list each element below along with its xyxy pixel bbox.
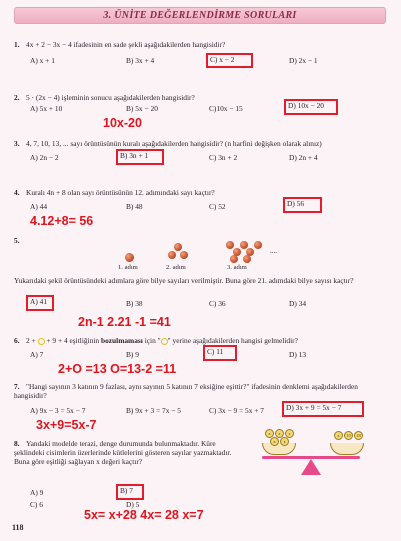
left-pan xyxy=(262,443,296,455)
question-5 xyxy=(14,276,384,285)
question-text-part: " yerine aşağıdakilerden hangisi gelmelidir? xyxy=(167,336,298,345)
weight-ball: 18 xyxy=(354,431,363,440)
option-a[interactable]: A) 2n − 2 xyxy=(30,153,59,162)
question-5-number xyxy=(14,236,26,245)
question-number: 1. xyxy=(14,40,20,49)
option-a[interactable]: A) 5x + 10 xyxy=(30,104,63,113)
option-b[interactable]: B) 48 xyxy=(126,202,143,211)
weight-ball: 10 xyxy=(344,431,353,440)
option-b[interactable]: B) 9 xyxy=(126,350,139,359)
scale-base xyxy=(301,459,321,475)
marble xyxy=(125,253,134,262)
circle-symbol-icon xyxy=(161,338,168,345)
weight-ball: x xyxy=(270,437,279,446)
marble xyxy=(254,241,262,249)
question-number: 8. xyxy=(14,439,20,448)
step-label: 3. adım xyxy=(227,264,247,271)
marble xyxy=(226,241,234,249)
circle-symbol-icon xyxy=(38,338,45,345)
option-a[interactable]: A) 9 xyxy=(30,488,44,497)
right-pan xyxy=(330,443,364,455)
option-b-marked[interactable]: B) 7 xyxy=(118,486,142,498)
option-c[interactable]: C) 52 xyxy=(209,202,226,211)
option-b[interactable]: B) 38 xyxy=(126,299,143,308)
option-c[interactable]: C) 36 xyxy=(209,299,226,308)
question-number: 2. xyxy=(14,93,20,102)
question-text-part: + 9 + 4 eşitliğinin xyxy=(44,336,101,345)
option-a[interactable]: A) 9x − 3 = 5x − 7 xyxy=(30,406,86,415)
question-text: Kuralı 4n + 8 olan sayı örüntüsünün 12. adımındaki sayı kaçtır? xyxy=(26,188,215,197)
page-title: 3. ÜNİTE DEĞERLENDİRME SORULARI xyxy=(103,10,297,21)
question-2 xyxy=(14,93,195,102)
option-b[interactable]: B) 9x + 3 = 7x − 5 xyxy=(126,406,182,415)
option-a[interactable]: A) 44 xyxy=(30,202,48,211)
question-1 xyxy=(14,40,225,49)
marble xyxy=(174,243,182,251)
option-d[interactable]: D) 2x − 1 xyxy=(289,56,318,65)
question-text: 4x + 2 − 3x − 4 ifadesinin en sade şekli aşağıdakilerden hangisidir? xyxy=(26,40,226,49)
question-3 xyxy=(14,139,322,148)
option-c[interactable]: C)10x − 15 xyxy=(209,104,243,113)
option-d[interactable]: D) 2n + 4 xyxy=(289,153,318,162)
option-b[interactable]: B) 3x + 4 xyxy=(126,56,155,65)
weight-ball: x xyxy=(275,429,284,438)
page-number: 118 xyxy=(12,523,24,532)
marble xyxy=(240,241,248,249)
question-text-part: 2 + xyxy=(26,336,38,345)
question-text-bold: bozulmaması xyxy=(100,336,143,345)
option-c-marked[interactable]: C) 11 xyxy=(205,347,235,359)
marble xyxy=(168,251,176,259)
option-b-marked[interactable]: B) 3n + 1 xyxy=(118,151,162,163)
question-number: 5. xyxy=(14,236,20,245)
option-c[interactable]: C) 6 xyxy=(30,500,43,509)
question-number: 3. xyxy=(14,139,20,148)
step-label: 1. adım xyxy=(118,264,138,271)
option-a-marked[interactable]: A) 41 xyxy=(28,297,52,309)
handwritten-note-6: 2+O =13 O=13-2 =11 xyxy=(58,362,177,376)
question-number: 7. xyxy=(14,382,20,391)
question-7 xyxy=(14,382,386,400)
question-8 xyxy=(14,439,234,466)
handwritten-note-8: 5x= x+28 4x= 28 x=7 xyxy=(84,508,204,522)
weight-ball: x xyxy=(334,431,343,440)
question-text: 5 · (2x − 4) işleminin sonucu aşağıdakilerden hangisidir? xyxy=(26,93,195,102)
question-number: 6. xyxy=(14,336,20,345)
ellipsis: .... xyxy=(270,247,277,255)
weight-ball: x xyxy=(280,437,289,446)
option-d[interactable]: D) 13 xyxy=(289,350,307,359)
option-a[interactable]: A) x + 1 xyxy=(30,56,55,65)
option-d-marked[interactable]: D) 56 xyxy=(285,199,320,211)
step-label: 2. adım xyxy=(166,264,186,271)
option-d-marked[interactable]: D) 10x − 20 xyxy=(286,101,336,113)
option-b[interactable]: B) 5x − 20 xyxy=(126,104,158,113)
unit-banner xyxy=(14,7,386,24)
weight-ball: x xyxy=(265,429,274,438)
option-c[interactable]: C) 3n + 2 xyxy=(209,153,238,162)
handwritten-note-4: 4.12+8= 56 xyxy=(30,214,94,228)
question-text: 4, 7, 10, 13, ... sayı örüntüsünün kuralı aşağıdakilerden hangisidir? (n harfini değişken olarak alınız) xyxy=(26,139,322,148)
handwritten-note-7: 3x+9=5x-7 xyxy=(36,418,97,432)
handwritten-note-2: 10x-20 xyxy=(103,116,142,130)
option-c[interactable]: C) 3x − 9 = 5x + 7 xyxy=(209,406,265,415)
option-a[interactable]: A) 7 xyxy=(30,350,44,359)
marble xyxy=(230,255,238,263)
option-c-marked[interactable]: C) x − 2 xyxy=(208,55,251,66)
option-d[interactable]: D) 5 xyxy=(126,500,140,509)
handwritten-note-5: 2n-1 2.21 -1 =41 xyxy=(78,315,171,329)
marble xyxy=(180,251,188,259)
marble xyxy=(243,255,251,263)
option-d-marked[interactable]: D) 3x + 9 = 5x − 7 xyxy=(284,403,362,415)
question-number: 4. xyxy=(14,188,20,197)
weight-ball: x xyxy=(285,429,294,438)
question-text-part: için " xyxy=(142,336,161,345)
question-text: Yukarıdaki şekil örüntüsündeki adımlara göre bilye sayıları verilmiştir. Buna göre 21. adımdaki bilye sayısı kaçtır? xyxy=(14,276,354,285)
question-text: "Hangi sayının 3 katının 9 fazlası, aynı sayının 5 katının 7 eksiğine eşittir?" ifadesinin denklemi aşağıdakilerden hangisidir? xyxy=(14,382,358,400)
question-4 xyxy=(14,188,215,197)
question-text: Yandaki modelde terazi, denge durumunda bulunmaktadır. Küre şeklindeki cisimlerin üzerlerinde kütlelerini gösteren sayılar yazmaktadır. Buna göre eşitliği sağlayan x değeri kaçtır? xyxy=(14,439,232,466)
question-6 xyxy=(14,336,386,345)
option-d[interactable]: D) 34 xyxy=(289,299,307,308)
